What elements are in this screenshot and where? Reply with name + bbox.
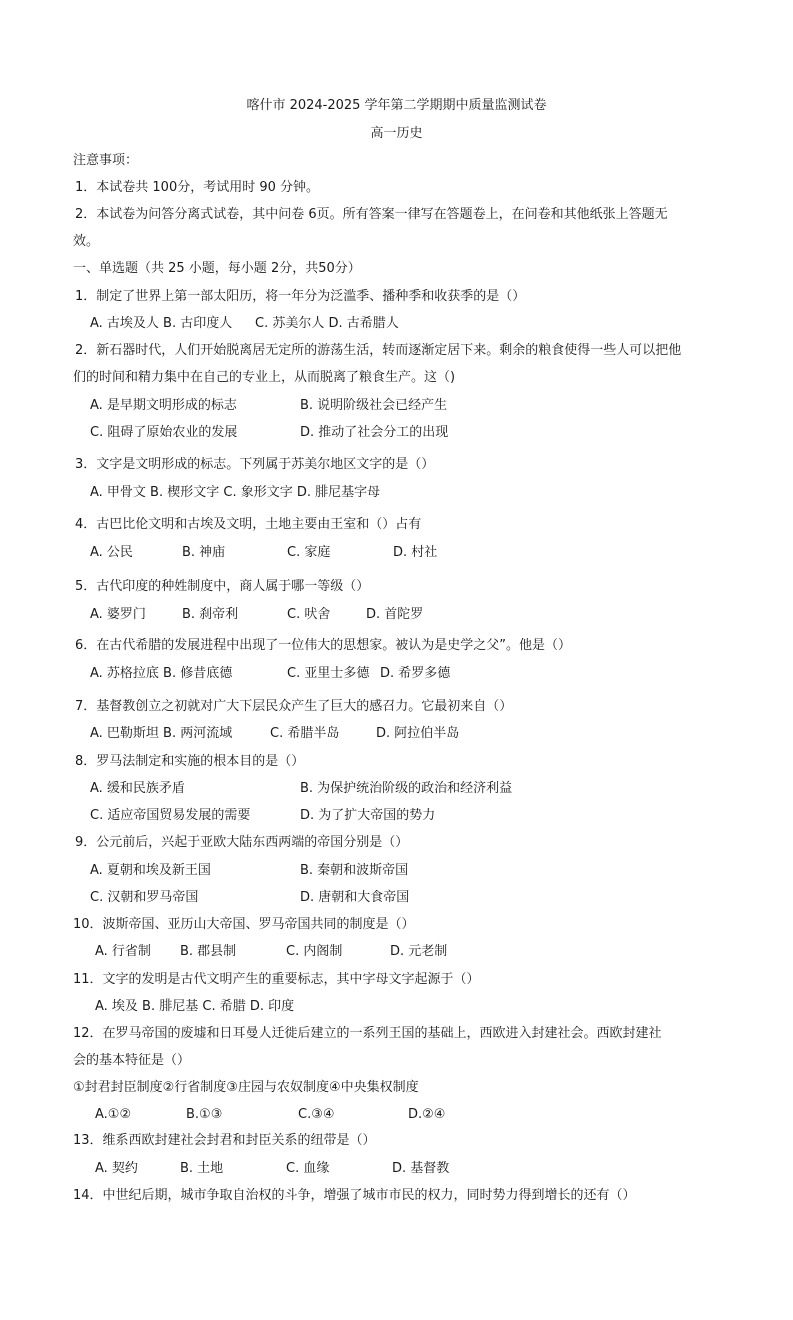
option-b: B. 郡县制 <box>180 944 237 959</box>
option-d: D. 村社 <box>393 545 438 560</box>
option-a: A.①② <box>95 1107 132 1122</box>
option-a: A. 缓和民族矛盾 <box>90 781 185 796</box>
question-stem: 12．在罗马帝国的废墟和日耳曼人迁徙后建立的一系列王国的基础上，西欧进入封建社会。西欧封建社 <box>73 1026 662 1041</box>
question-stem: 14．中世纪后期，城市争取自治权的斗争，增强了城市市民的权力，同时势力得到增长的还有（） <box>73 1188 636 1203</box>
exam-subject: 高一历史 <box>370 126 423 141</box>
option-a: A. 是早期文明形成的标志 <box>90 398 237 413</box>
question-stem: 13．维系西欧封建社会封君和封臣关系的纽带是（） <box>73 1133 376 1148</box>
option-b: B. 土地 <box>180 1161 224 1176</box>
option-d: D. 元老制 <box>390 944 448 959</box>
option-a: A. 契约 <box>95 1161 138 1176</box>
option-c: C. 家庭 <box>287 545 331 560</box>
option-b: B. 神庙 <box>182 545 226 560</box>
option-c: C. 希腊半岛 <box>270 726 340 741</box>
question-stem: 9．公元前后，兴起于亚欧大陆东西两端的帝国分别是（） <box>75 835 409 850</box>
question-stem: 6．在古代希腊的发展进程中出现了一位伟大的思想家。被认为是史学之父”。他是（） <box>75 638 572 653</box>
option: A. 苏格拉底 B. 修昔底德 <box>90 666 233 681</box>
option-b: B.①③ <box>186 1107 223 1122</box>
question-stem: 5．古代印度的种姓制度中，商人属于哪一等级（） <box>75 579 370 594</box>
question-stem: 8．罗马法制定和实施的根本目的是（） <box>75 754 305 769</box>
question-stem: 1．制定了世界上第一部太阳历，将一年分为泛滥季、播种季和收获季的是（） <box>75 289 526 304</box>
option-c: C. 吠舍 <box>287 607 331 622</box>
question-stem-cont: 们的时间和精力集中在自己的专业上，从而脱离了粮食生产。这（) <box>73 370 456 385</box>
option-c: C.③④ <box>298 1107 335 1122</box>
option: A. 甲骨文 B. 楔形文字 C. 象形文字 D. 腓尼基字母 <box>90 485 381 500</box>
option-d: D. 希罗多德 <box>380 666 451 681</box>
option-c: C. 血缘 <box>286 1161 330 1176</box>
option-d: D. 阿拉伯半岛 <box>376 726 460 741</box>
question-stem: 3．文字是文明形成的标志。下列属于苏美尔地区文字的是（） <box>75 457 435 472</box>
option: A. 古埃及人 B. 古印度人 <box>90 316 233 331</box>
option-d: D. 为了扩大帝国的势力 <box>300 808 436 823</box>
note-2-cont: 效。 <box>73 234 100 249</box>
option-a: A. 行省制 <box>95 944 151 959</box>
question-stem: 7．基督教创立之初就对广大下层民众产生了巨大的感召力。它最初来自（） <box>75 699 513 714</box>
option-c: C. 亚里士多德 <box>287 666 370 681</box>
question-items: ①封君封臣制度②行省制度③庄园与农奴制度④中央集权制度 <box>73 1080 419 1095</box>
option-d: D. 基督教 <box>392 1161 450 1176</box>
option-a: A. 夏朝和埃及新王国 <box>90 863 211 878</box>
option-b: B. 为保护统治阶级的政治和经济利益 <box>300 781 513 796</box>
option-b: B. 说明阶级社会已经产生 <box>300 398 448 413</box>
option-c: C. 汉朝和罗马帝国 <box>90 890 199 905</box>
question-stem: 2．新石器时代，人们开始脱离居无定所的游荡生活，转而逐渐定居下来。剩余的粮食使得一些人可以把他 <box>75 343 682 358</box>
option: C. 苏美尔人 D. 古希腊人 <box>255 316 399 331</box>
option: A. 埃及 B. 腓尼基 C. 希腊 D. 印度 <box>95 999 295 1014</box>
note-1: 1．本试卷共 100分，考试用时 90 分钟。 <box>75 180 320 195</box>
option-c: C. 阻碍了原始农业的发展 <box>90 425 238 440</box>
option-d: D. 唐朝和大食帝国 <box>300 890 410 905</box>
notes-heading: 注意事项： <box>73 153 139 168</box>
question-stem: 10．波斯帝国、亚历山大帝国、罗马帝国共同的制度是（） <box>73 917 415 932</box>
option-d: D. 推动了社会分工的出现 <box>300 425 449 440</box>
section-heading: 一、单选题（共 25 小题，每小题 2分，共50分） <box>73 261 361 276</box>
option-a: A. 公民 <box>90 545 133 560</box>
exam-title: 喀什市 2024-2025 学年第二学期期中质量监测试卷 <box>246 98 547 113</box>
option-b: B. 秦朝和波斯帝国 <box>300 863 409 878</box>
option-d: D.②④ <box>408 1107 446 1122</box>
question-stem-cont: 会的基本特征是（） <box>73 1053 191 1068</box>
option-c: C. 适应帝国贸易发展的需要 <box>90 808 251 823</box>
option-d: D. 首陀罗 <box>366 607 424 622</box>
option-a: A. 婆罗门 <box>90 607 146 622</box>
option-b: B. 刹帝利 <box>182 607 239 622</box>
option: A. 巴勒斯坦 B. 两河流域 <box>90 726 233 741</box>
question-stem: 11．文字的发明是古代文明产生的重要标志，其中字母文字起源于（） <box>73 972 480 987</box>
option-c: C. 内阁制 <box>286 944 343 959</box>
question-stem: 4．古巴比伦文明和古埃及文明，土地主要由王室和（）占有 <box>75 517 422 532</box>
note-2: 2．本试卷为问答分离式试卷，其中问卷 6页。所有答案一律写在答题卷上，在问卷和其他纸张上答题无 <box>75 207 668 222</box>
